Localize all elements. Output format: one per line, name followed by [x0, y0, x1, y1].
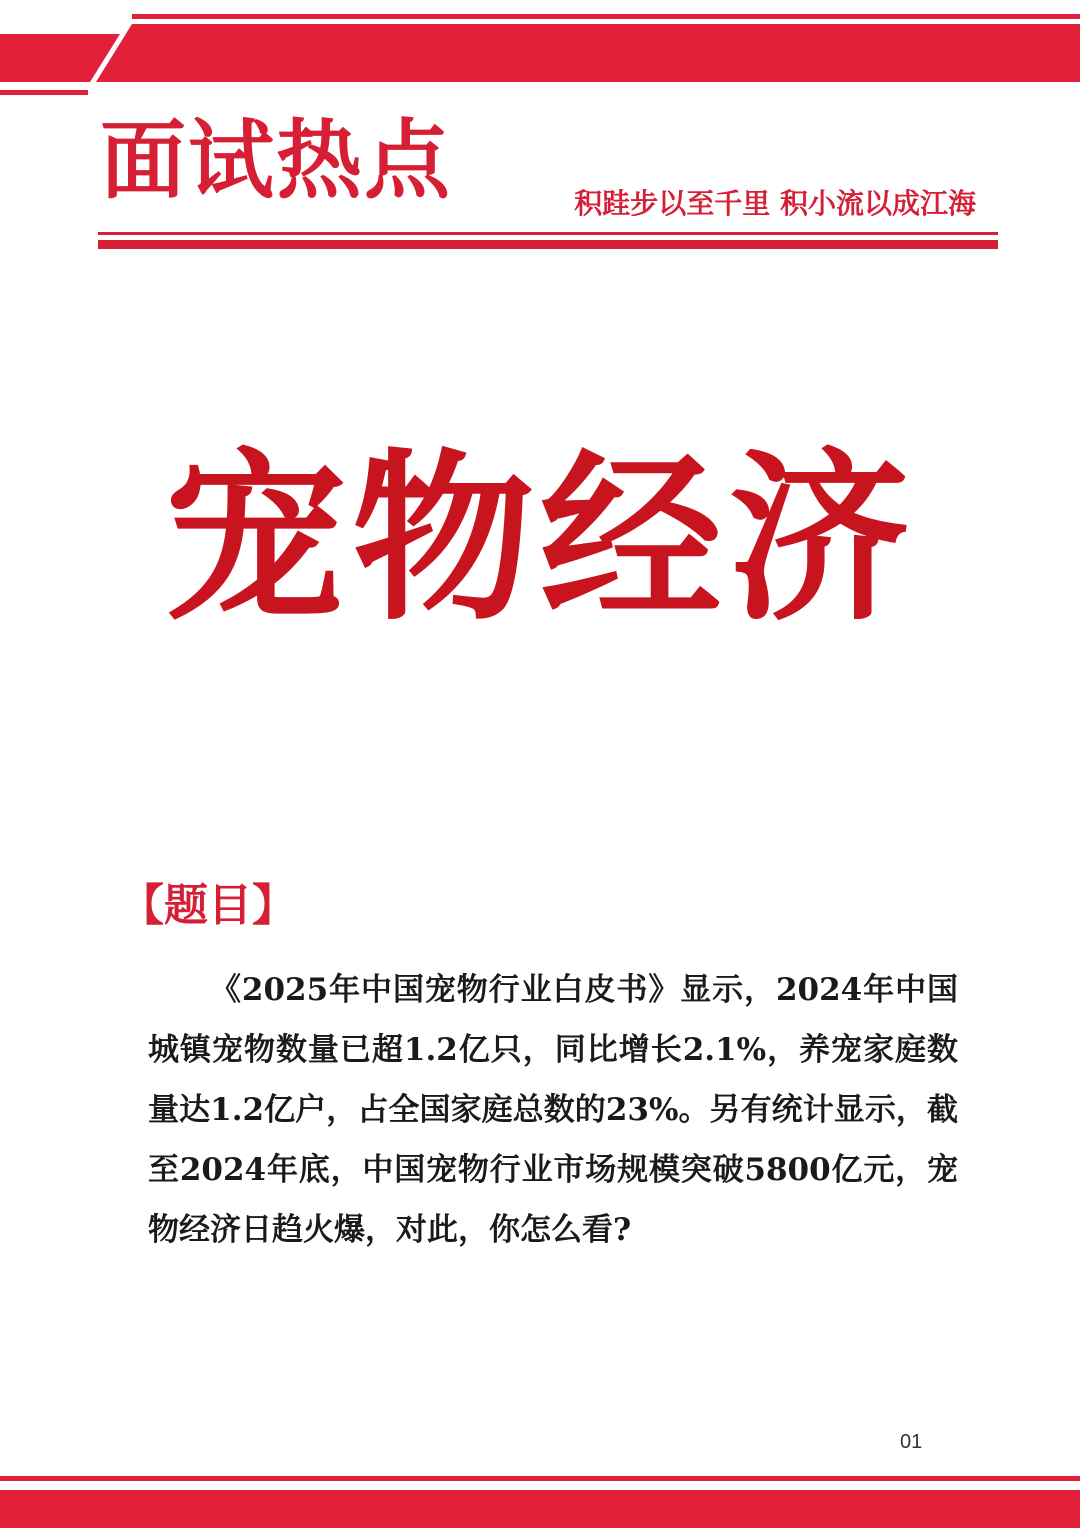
header-top-thin-band	[132, 14, 1080, 19]
header-top-band	[96, 24, 1080, 82]
topic-title: 宠物经济	[164, 433, 916, 645]
header-rule-thin	[98, 232, 998, 235]
header-left-thin-band	[0, 90, 88, 95]
page-number: 01	[900, 1431, 923, 1453]
footer-thin-band	[0, 1476, 1080, 1481]
header-title: 面试热点	[100, 111, 452, 211]
header-motto: 积跬步以至千里 积小流以成江海	[574, 187, 976, 220]
question-text: 《2025年中国宠物行业白皮书》显示，2024年中国城镇宠物数量已超1.2亿只，同比增长2.1%，养宠家庭数量达1.2亿户，占全国家庭总数的23%。另有统计显示，截至2024年底，中国宠物行业市场规模突破5800亿元，宠物经济日趋火爆，对此，你怎么看?	[148, 972, 958, 1248]
footer-thick-band	[0, 1490, 1080, 1528]
header-rule-thick	[98, 240, 998, 249]
question-label: 【题目】	[120, 880, 296, 931]
